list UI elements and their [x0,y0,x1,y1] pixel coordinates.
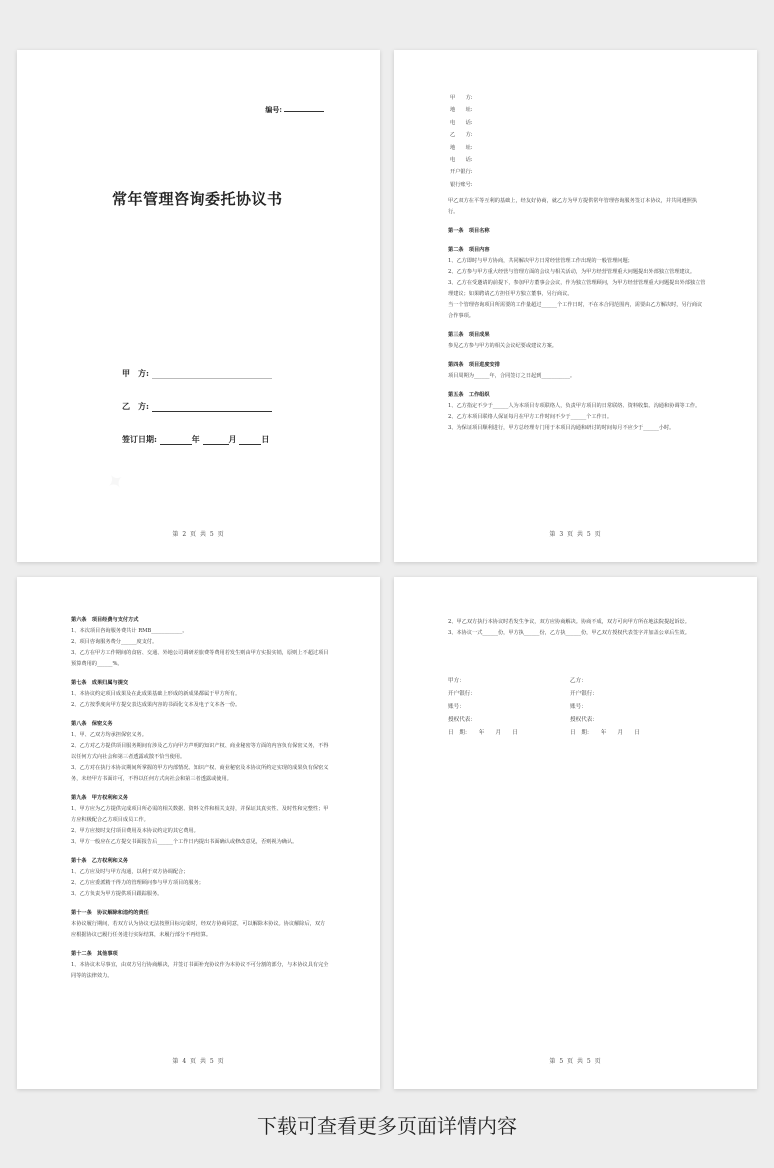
page2-body [448,196,707,434]
download-caption: 下载可查看更多页面详情内容 [257,1114,517,1138]
page4-body [448,617,707,639]
clause-line: 2、乙方对乙方提供项目服务期间有涉及乙方向甲方声明的知识产权、商业秘密等方面的内容负有保密义务，不得以任何方式向社会和第三者透露或散不恰当使用。 [71,743,329,760]
party-field: 开户银行: [450,169,473,176]
clause-line: 3、乙方负责为甲方提供项目跟踪服务。 [71,891,163,897]
signature-field: 授权代表： [570,717,598,723]
clause-line: 1、本次项目咨询服务费共计 RMB____________。 [71,628,188,634]
signature-field: 账号： [448,704,465,710]
document-page-4 [394,577,757,1089]
section-heading: 第十条 乙方权利和义务 [71,858,129,864]
signature-field: 账号： [570,704,587,710]
signature-field: 开户银行： [570,691,598,697]
party-a-blank [152,369,272,379]
clause-line: 1、甲、乙双方均承担保密义务。 [71,732,147,738]
party-b-blank [152,402,272,412]
party-field: 电 话: [450,157,473,164]
clause-line: 1、乙方应及时与甲方沟通，以利于双方协调配合； [71,869,189,875]
section-heading: 第一条 项目名称 [448,228,490,234]
clause-line: 1、本协议约定项目成果及在此成果基础上形成的新成果都属于甲方所有。 [71,691,241,697]
clause-line: 1、本协议未尽事宜，由双方另行协商解决，并签订书面补充协议作为本协议不可分割的部分，与本协议具有完全同等的法律效力。 [71,962,329,979]
section-heading: 第四条 项目进度安排 [448,362,500,368]
section-heading: 第五条 工作组织 [448,392,490,398]
clause-line: 本协议履行期间，若双方认为协议无法按照目标完成时，经双方协商同意，可以解除本协议。协议解除后，双方应根据协议已履行任务进行实际结算，未履行部分不再结算。 [71,921,326,938]
party-a-label: 甲 方: [122,368,149,378]
section-heading: 第二条 项目内容 [448,247,490,253]
document-page-cover [17,50,380,562]
clause-line: 2、甲方应按时支付项目费用及本协议约定的其它费用。 [71,828,199,834]
section-heading: 第六条 项目经费与支付方式 [71,617,139,623]
clause-line: 3、甲方一般应在乙方提交书面报告后______个工作日内提出书面确认或修改意见，否则视为确认。 [71,839,298,845]
party-field: 电 话: [450,119,473,126]
party-b-label: 乙 方: [122,401,149,411]
section-heading: 第九条 甲方权利和义务 [71,795,129,801]
year-blank [160,435,192,445]
clause-line: 当一个管理咨询项目所需要的工作量超过______个工作日时，不在本合同范围内，需要由乙方解决时，另行商议合作事项。 [448,302,703,319]
doc-number-blank [284,111,324,112]
signature-field: 甲方： [448,678,465,684]
section-heading: 第十二条 其他事项 [71,951,118,957]
page-footer: 第 3 页 共 5 页 [549,531,602,538]
signature-field: 日 期： 年 月 日 [570,730,640,736]
party-field: 甲 方: [450,95,473,101]
signature-field: 开户银行： [448,691,476,697]
section-heading: 第八条 保密义务 [71,721,113,727]
party-field: 银行账号: [450,181,473,188]
sign-date-label: 签订日期: [122,434,157,444]
doc-number-label: 编号: [265,105,282,114]
section-heading: 第十一条 协议解除和违约的责任 [71,910,149,916]
year-label: 年 [191,434,200,444]
sign-date-row [122,434,269,445]
clause-line: 2、甲乙双方执行本协议时若发生争议，双方应协商解决。协商不成，双方可向甲方所在地法院提起诉讼。 [448,619,690,625]
party-info-list [450,92,473,191]
clause-line: 1、乙方即时与甲方协商，共同解决甲方日常经营管理工作出现的一般管理问题； [448,258,633,264]
page-footer: 第 4 页 共 5 页 [172,1058,225,1065]
section-heading: 第三条 项目成果 [448,332,490,338]
clause-line: 2、乙方应委派精干得力的管理顾问参与甲方项目的服务； [71,880,204,886]
watermark [101,467,130,498]
clause-line: 2、乙方本项目联络人保证每月在甲方工作时间不少于______个工作日。 [448,414,613,420]
page3-body [71,615,330,982]
document-page-2 [394,50,757,562]
signature-field: 日 期： 年 月 日 [448,730,518,736]
clause-line: 3、乙方在甲方工作期间的食宿、交通、外地公司调研差旅费等费用若发生则由甲方实报实销，原则上不超过项目预算费用的______%。 [71,650,329,667]
month-blank [203,435,229,445]
clause-line: 2、乙方按季度向甲方提交表达成果内容的书面化文本及电子文本各一份。 [71,702,241,708]
clause-line: 参见乙方参与甲方的相关会议纪要或建议方案。 [448,343,557,349]
day-label: 日 [261,434,270,444]
month-label: 月 [228,434,237,444]
party-a-signature [448,675,578,740]
clause-line: 3、为保证项目顺利进行，甲方总经理专门用于本项目沟通和研讨的时间每月不应少于______小时。 [448,425,675,431]
party-field: 地 址: [450,107,473,114]
signature-field: 授权代表： [448,717,476,723]
clause-line: 3、本协议一式______份，甲方执______份，乙方执______份，甲乙双方授权代表签字并加盖公章后生效。 [448,630,690,636]
clause-line: 3、乙方在受邀请的前提下，参加甲方董事会会议，作为独立管理顾问，为甲方经营管理重大问题提出外部独立管理建议；如果聘请乙方担任甲方独立董事，另行商议。 [448,280,706,297]
page-footer: 第 2 页 共 5 页 [172,531,225,538]
party-field: 乙 方: [450,132,473,139]
party-a-row [122,368,272,379]
clause-line: 2、乙方参与甲方重大经营与管理方面的会议与相关活动，为甲方经营管理重大问题提出外部独立管理建议。 [448,269,696,275]
clause-line: 项目周期为______年，合同签订之日起到___________。 [448,373,576,379]
section-heading: 第七条 成果归属与提交 [71,680,129,686]
clause-line: 3、乙方对在执行本协议期间所掌握的甲方内部情况、知识产权、商业秘密及本协议所约定实现的成果负有保密义务，未经甲方书面许可，不得以任何方式向社会和第三者透露或使用。 [71,765,329,782]
document-title: 常年管理咨询委托协议书 [112,190,283,208]
page-footer: 第 5 页 共 5 页 [549,1058,602,1065]
day-blank [239,435,261,445]
clause-line: 1、乙方指定不少于______人为本项目专项联络人，负责甲方项目的日常联络、资料收集、沟通和协调等工作。 [448,403,701,409]
party-b-signature [570,675,700,740]
intro-paragraph: 甲乙双方在平等互利的基础上，经友好协商，就乙方为甲方提供常年管理咨询服务签订本协议，并共同遵照执行。 [448,198,698,215]
clause-line: 1、甲方应为乙方提供完成项目所必需的相关数据、资料文件和相关支持，并保证其真实性、及时性和完整性；甲方应积极配合乙方项目成员工作。 [71,806,329,823]
signature-field: 乙方： [570,678,587,684]
clause-line: 2、项目咨询服务费分______度支付。 [71,639,158,645]
party-b-row [122,401,272,412]
party-field: 地 址: [450,144,473,151]
document-page-3 [17,577,380,1089]
doc-number [265,105,324,115]
